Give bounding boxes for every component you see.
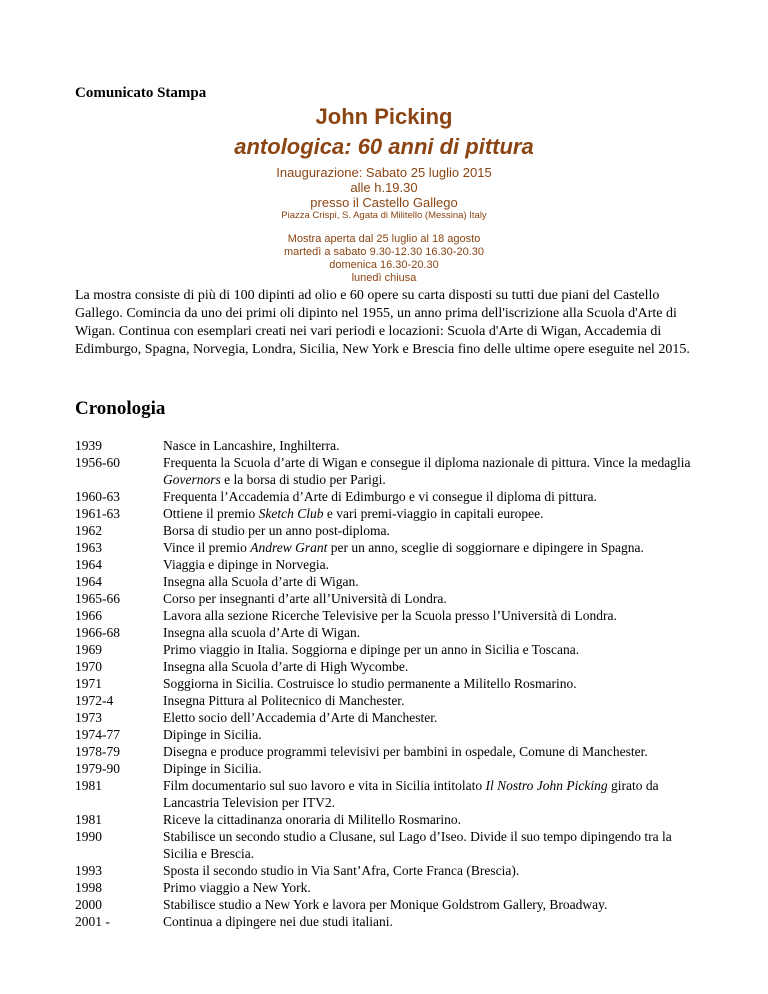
timeline-row (75, 709, 705, 726)
section-title: Cronologia (75, 398, 166, 419)
timeline-year: 1939 (75, 438, 102, 453)
timeline-text: Insegna alla Scuola d’arte di Wigan. (163, 574, 359, 589)
timeline-emphasis: Governors (163, 472, 221, 487)
timeline-year: 1966 (75, 608, 102, 623)
timeline-text: Frequenta la Scuola d’arte di Wigan e consegue il diploma nazionale di pittura. Vince la medaglia (163, 455, 691, 470)
timeline-row (75, 675, 705, 692)
timeline-year: 1964 (75, 574, 102, 589)
timeline-year: 1971 (75, 676, 102, 691)
timeline-row (75, 488, 705, 505)
opening-time: alle h.19.30 (350, 180, 418, 195)
timeline-text: Borsa di studio per un anno post-diploma. (163, 523, 390, 538)
timeline-year: 1964 (75, 557, 102, 572)
timeline-description (163, 675, 705, 692)
timeline-description (163, 658, 705, 675)
timeline-row (75, 522, 705, 539)
timeline-text: Riceve la cittadinanza onoraria di Militello Rosmarino. (163, 812, 462, 827)
timeline-year: 1979-90 (75, 761, 120, 776)
timeline-year: 1973 (75, 710, 102, 725)
timeline-text: Primo viaggio in Italia. Soggiorna e dipinge per un anno in Sicilia e Toscana. (163, 642, 580, 657)
timeline-description (163, 862, 705, 879)
timeline-row (75, 879, 705, 896)
timeline-year: 1966-68 (75, 625, 120, 640)
timeline-row (75, 590, 705, 607)
timeline-year: 1970 (75, 659, 102, 674)
timeline-text: Frequenta l’Accademia d’Arte di Edimburgo e vi consegue il diploma di pittura. (163, 489, 597, 504)
timeline-text: per un anno, sceglie di soggiornare e dipingere in Spagna. (327, 540, 644, 555)
timeline-year: 1974-77 (75, 727, 120, 742)
timeline-row (75, 658, 705, 675)
timeline-emphasis: Il Nostro John Picking (485, 778, 608, 793)
exhibition-hours (0, 233, 768, 285)
timeline-text: Primo viaggio a New York. (163, 880, 311, 895)
timeline-emphasis: Sketch Club (258, 506, 324, 521)
timeline-row (75, 573, 705, 590)
timeline-text: Stabilisce studio a New York e lavora per Monique Goldstrom Gallery, Broadway. (163, 897, 608, 912)
timeline-text: Lavora alla sezione Ricerche Televisive per la Scuola presso l’Università di Londra. (163, 608, 617, 623)
timeline-year: 1978-79 (75, 744, 120, 759)
timeline-description (163, 607, 705, 624)
timeline-text: Soggiorna in Sicilia. Costruisce lo studio permanente a Militello Rosmarino. (163, 676, 577, 691)
timeline-year: 1962 (75, 523, 102, 538)
timeline-text: e la borsa di studio per Parigi. (220, 472, 386, 487)
timeline-row (75, 862, 705, 879)
timeline-row (75, 743, 705, 760)
hours-period: Mostra aperta dal 25 luglio al 18 agosto (287, 233, 481, 245)
timeline-row (75, 624, 705, 641)
timeline-emphasis: Andrew Grant (250, 540, 328, 555)
timeline-description (163, 539, 705, 556)
hours-sunday: domenica 16.30-20.30 (329, 259, 439, 271)
timeline-list (75, 437, 705, 930)
document-title: John Picking (315, 104, 453, 129)
timeline-description (163, 624, 705, 641)
timeline-year: 1972-4 (75, 693, 114, 708)
timeline-description (163, 454, 705, 488)
timeline-row (75, 828, 705, 862)
timeline-text: Continua a dipingere nei due studi italiani. (163, 914, 393, 929)
timeline-description (163, 777, 705, 811)
timeline-description (163, 828, 705, 862)
timeline-year: 1965-66 (75, 591, 120, 606)
timeline-text: Ottiene il premio (163, 506, 259, 521)
intro-paragraph: La mostra consiste di più di 100 dipinti ad olio e 60 opere su carta disposti su tutti due piani del Castello Gallego. Comincia da uno dei primi oli dipinto nel 1955, un anno prima dell'iscrizione alla Scuola d'Arte di Wigan. Continua con esemplari creati nei vari periodi e locazioni: Scuola d'Arte di Wigan, Accademia di Edimburgo, Spagna, Norvegia, Londra, Sicilia, New York e Brescia fino delle ultime opere eseguite nel 2015. (75, 288, 690, 357)
timeline-text: Insegna Pittura al Politecnico di Manchester. (163, 693, 405, 708)
timeline-description (163, 726, 705, 743)
timeline-row (75, 454, 705, 488)
opening-info (0, 165, 768, 210)
timeline-row (75, 726, 705, 743)
timeline-row (75, 539, 705, 556)
timeline-text: Corso per insegnanti d’arte all’Università di Londra. (163, 591, 447, 606)
timeline-text: Stabilisce un secondo studio a Clusane, sul Lago d’Iseo. Divide il suo tempo dipingendo tra la Sicilia e Brescia. (163, 829, 672, 861)
timeline-year: 1969 (75, 642, 102, 657)
timeline-year: 1960-63 (75, 489, 120, 504)
timeline-description (163, 437, 705, 454)
timeline-description (163, 879, 705, 896)
timeline-description (163, 573, 705, 590)
timeline-text: Dipinge in Sicilia. (163, 727, 262, 742)
timeline-row (75, 913, 705, 930)
hours-weekdays: martedì a sabato 9.30-12.30 16.30-20.30 (284, 246, 484, 258)
timeline-text: Dipinge in Sicilia. (163, 761, 262, 776)
timeline-description (163, 556, 705, 573)
timeline-row (75, 607, 705, 624)
timeline-description (163, 505, 705, 522)
timeline-description (163, 743, 705, 760)
opening-date: Inaugurazione: Sabato 25 luglio 2015 (276, 165, 492, 180)
timeline-description (163, 692, 705, 709)
timeline-row (75, 896, 705, 913)
timeline-description (163, 522, 705, 539)
timeline-year: 1993 (75, 863, 102, 878)
timeline-row (75, 641, 705, 658)
timeline-year: 1990 (75, 829, 102, 844)
timeline-description (163, 760, 705, 777)
press-release-label: Comunicato Stampa (75, 85, 207, 101)
timeline-description (163, 709, 705, 726)
timeline-description (163, 913, 705, 930)
opening-venue: presso il Castello Gallego (310, 195, 458, 210)
timeline-description (163, 896, 705, 913)
timeline-row (75, 692, 705, 709)
timeline-year: 2000 (75, 897, 102, 912)
timeline-year: 1963 (75, 540, 102, 555)
timeline-year: 1981 (75, 812, 102, 827)
venue-address: Piazza Crispi, S. Agata di Militello (Messina) Italy (281, 210, 487, 221)
timeline-row (75, 811, 705, 828)
timeline-text: Sposta il secondo studio in Via Sant’Afra, Corte Franca (Brescia). (163, 863, 520, 878)
timeline-year: 2001 - (75, 914, 110, 929)
timeline-row (75, 505, 705, 522)
timeline-text: Insegna alla Scuola d’arte di High Wycombe. (163, 659, 409, 674)
timeline-text: Vince il premio (163, 540, 251, 555)
timeline-year: 1956-60 (75, 455, 120, 470)
timeline-description (163, 811, 705, 828)
timeline-row (75, 760, 705, 777)
document-subtitle: antologica: 60 anni di pittura (234, 134, 534, 159)
timeline-description (163, 488, 705, 505)
timeline-text: Eletto socio dell’Accademia d’Arte di Manchester. (163, 710, 438, 725)
timeline-year: 1998 (75, 880, 102, 895)
timeline-description (163, 590, 705, 607)
timeline-text: e vari premi-viaggio in capitali europee. (323, 506, 544, 521)
timeline-description (163, 641, 705, 658)
timeline-row (75, 437, 705, 454)
timeline-text: girato da Lancastria Television per ITV2. (163, 778, 659, 810)
timeline-row (75, 777, 705, 811)
timeline-year: 1961-63 (75, 506, 120, 521)
timeline-text: Disegna e produce programmi televisivi per bambini in ospedale, Comune di Manchester. (163, 744, 648, 759)
timeline-row (75, 556, 705, 573)
timeline-text: Insegna alla scuola d’Arte di Wigan. (163, 625, 361, 640)
timeline-text: Viaggia e dipinge in Norvegia. (163, 557, 330, 572)
hours-monday: lunedì chiusa (351, 272, 417, 284)
timeline-text: Film documentario sul suo lavoro e vita in Sicilia intitolato (163, 778, 486, 793)
timeline-text: Nasce in Lancashire, Inghilterra. (163, 438, 340, 453)
timeline-year: 1981 (75, 778, 102, 793)
